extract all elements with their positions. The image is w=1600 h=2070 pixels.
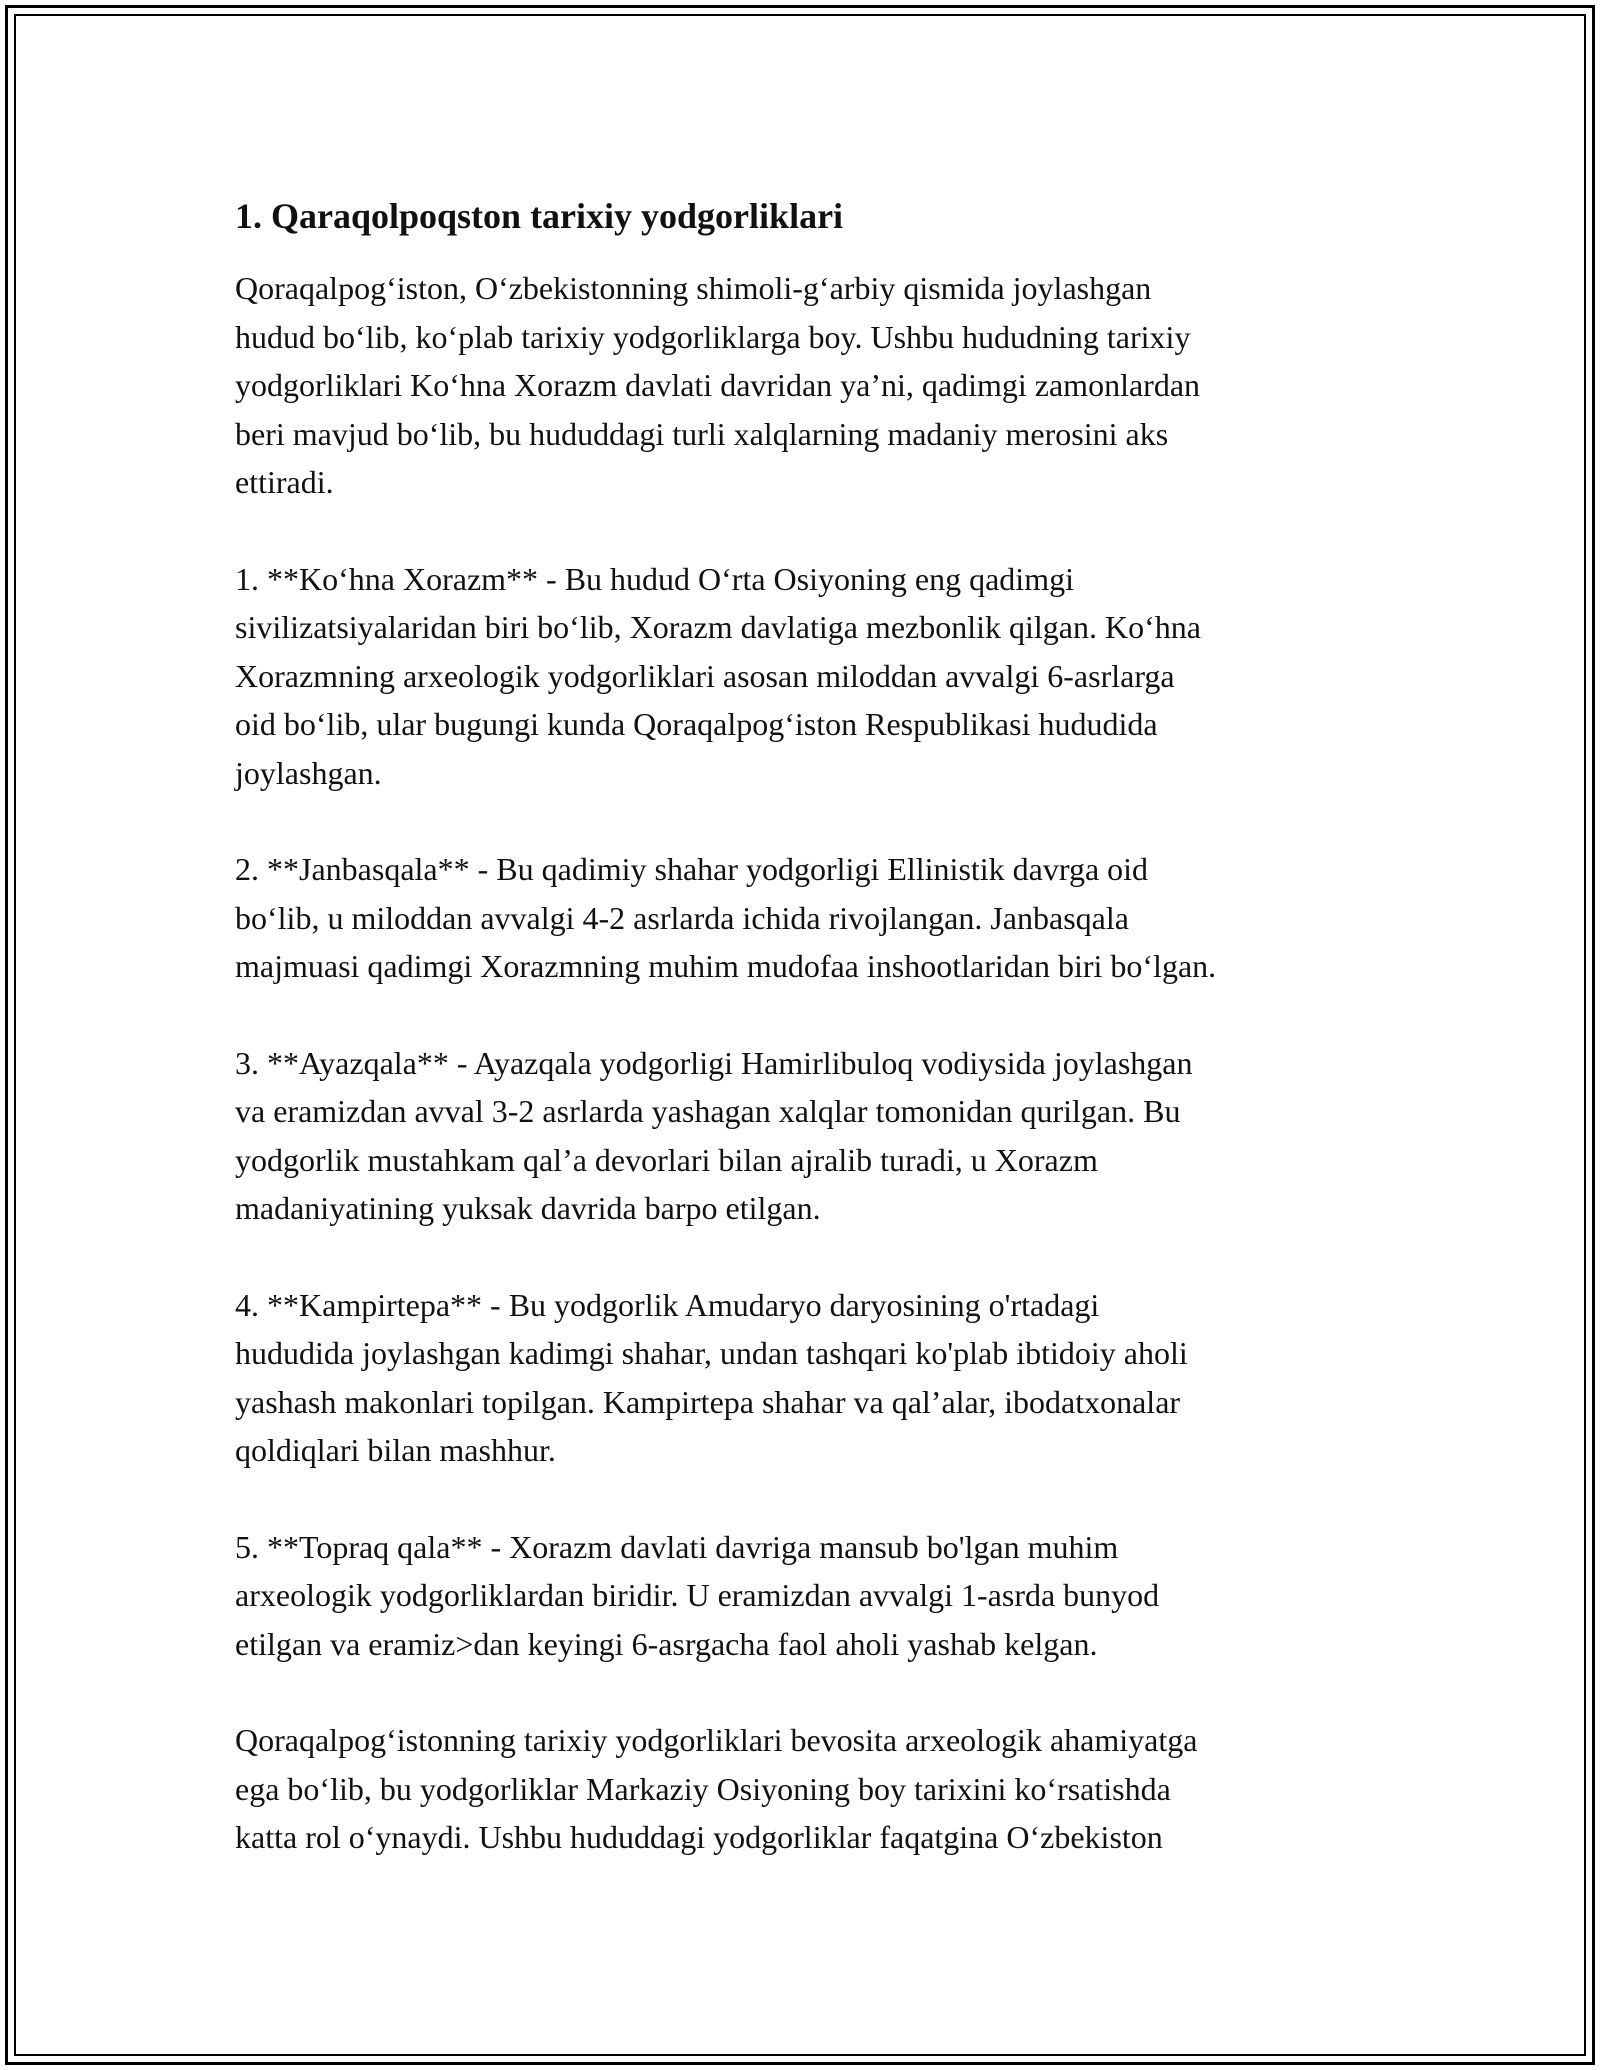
list-item-janbasqala: 2. **Janbasqala** - Bu qadimiy shahar yodgorligi Ellinistik davrga oid bo‘lib, u miloddan avvalgi 4-2 asrlarda ichida rivojlangan. Janbasqala majmuasi qadimgi Xorazmning muhim mudofaa inshootlaridan biri bo‘lgan. [235,851,1217,984]
conclusion-paragraph: Qoraqalpog‘istonning tarixiy yodgorliklari bevosita arxeologik ahamiyatga ega bo‘lib, bu yodgorliklar Markaziy Osiyoning boy tarixini ko‘rsatishda katta rol o‘ynaydi. Ushbu hududdagi yodgorliklar faqatgina O‘zbekiston [235,1722,1198,1855]
list-item-kohna-xorazm: 1. **Ko‘hna Xorazm** - Bu hudud O‘rta Osiyoning eng qadimgi sivilizatsiyalaridan biri bo‘lib, Xorazm davlatiga mezbonlik qilgan. Ko‘hna Xorazmning arxeologik yodgorliklari asosan miloddan avvalgi 6-asrlarga oid bo‘lib, ular bugungi kunda Qoraqalpog‘iston Respublikasi hududida joylashgan. [235,560,1201,791]
intro-paragraph: Qoraqalpog‘iston, O‘zbekistonning shimoli-g‘arbiy qismida joylashgan hudud bo‘lib, ko‘plab tarixiy yodgorliklarga boy. Ushbu hududning tarixiy yodgorliklari Ko‘hna Xorazm davlati davridan ya’ni, qadimgi zamonlardan beri mavjud bo‘lib, bu hududdagi turli xalqlarning madaniy merosini aks ettiradi. [235,270,1201,500]
document-title: 1. Qaraqolpoqston tarixiy yodgorliklari [235,196,844,236]
list-item-topraq-qala: 5. **Topraq qala** - Xorazm davlati davriga mansub bo'lgan muhim arxeologik yodgorliklardan biridir. U eramizdan avvalgi 1-asrda bunyod etilgan va eramiz>dan keyingi 6-asrgacha faol aholi yashab kelgan. [235,1528,1160,1662]
list-item-kampirtepa: 4. **Kampirtepa** - Bu yodgorlik Amudaryo daryosining o'rtadagi hududida joylashgan kadimgi shahar, undan tashqari ko'plab ibtidoiy aholi yashash makonlari topilgan. Kampirtepa shahar va qal’alar, ibodatxonalar qoldiqlari bilan mashhur. [235,1286,1188,1468]
document-body [235,190,1375,1862]
list-item-ayazqala: 3. **Ayazqala** - Ayazqala yodgorligi Hamirlibuloq vodiysida joylashgan va eramizdan avval 3-2 asrlarda yashagan xalqlar tomonidan qurilgan. Bu yodgorlik mustahkam qal’a devorlari bilan ajralib turadi, u Xorazm madaniyatining yuksak davrida barpo etilgan. [235,1044,1193,1226]
